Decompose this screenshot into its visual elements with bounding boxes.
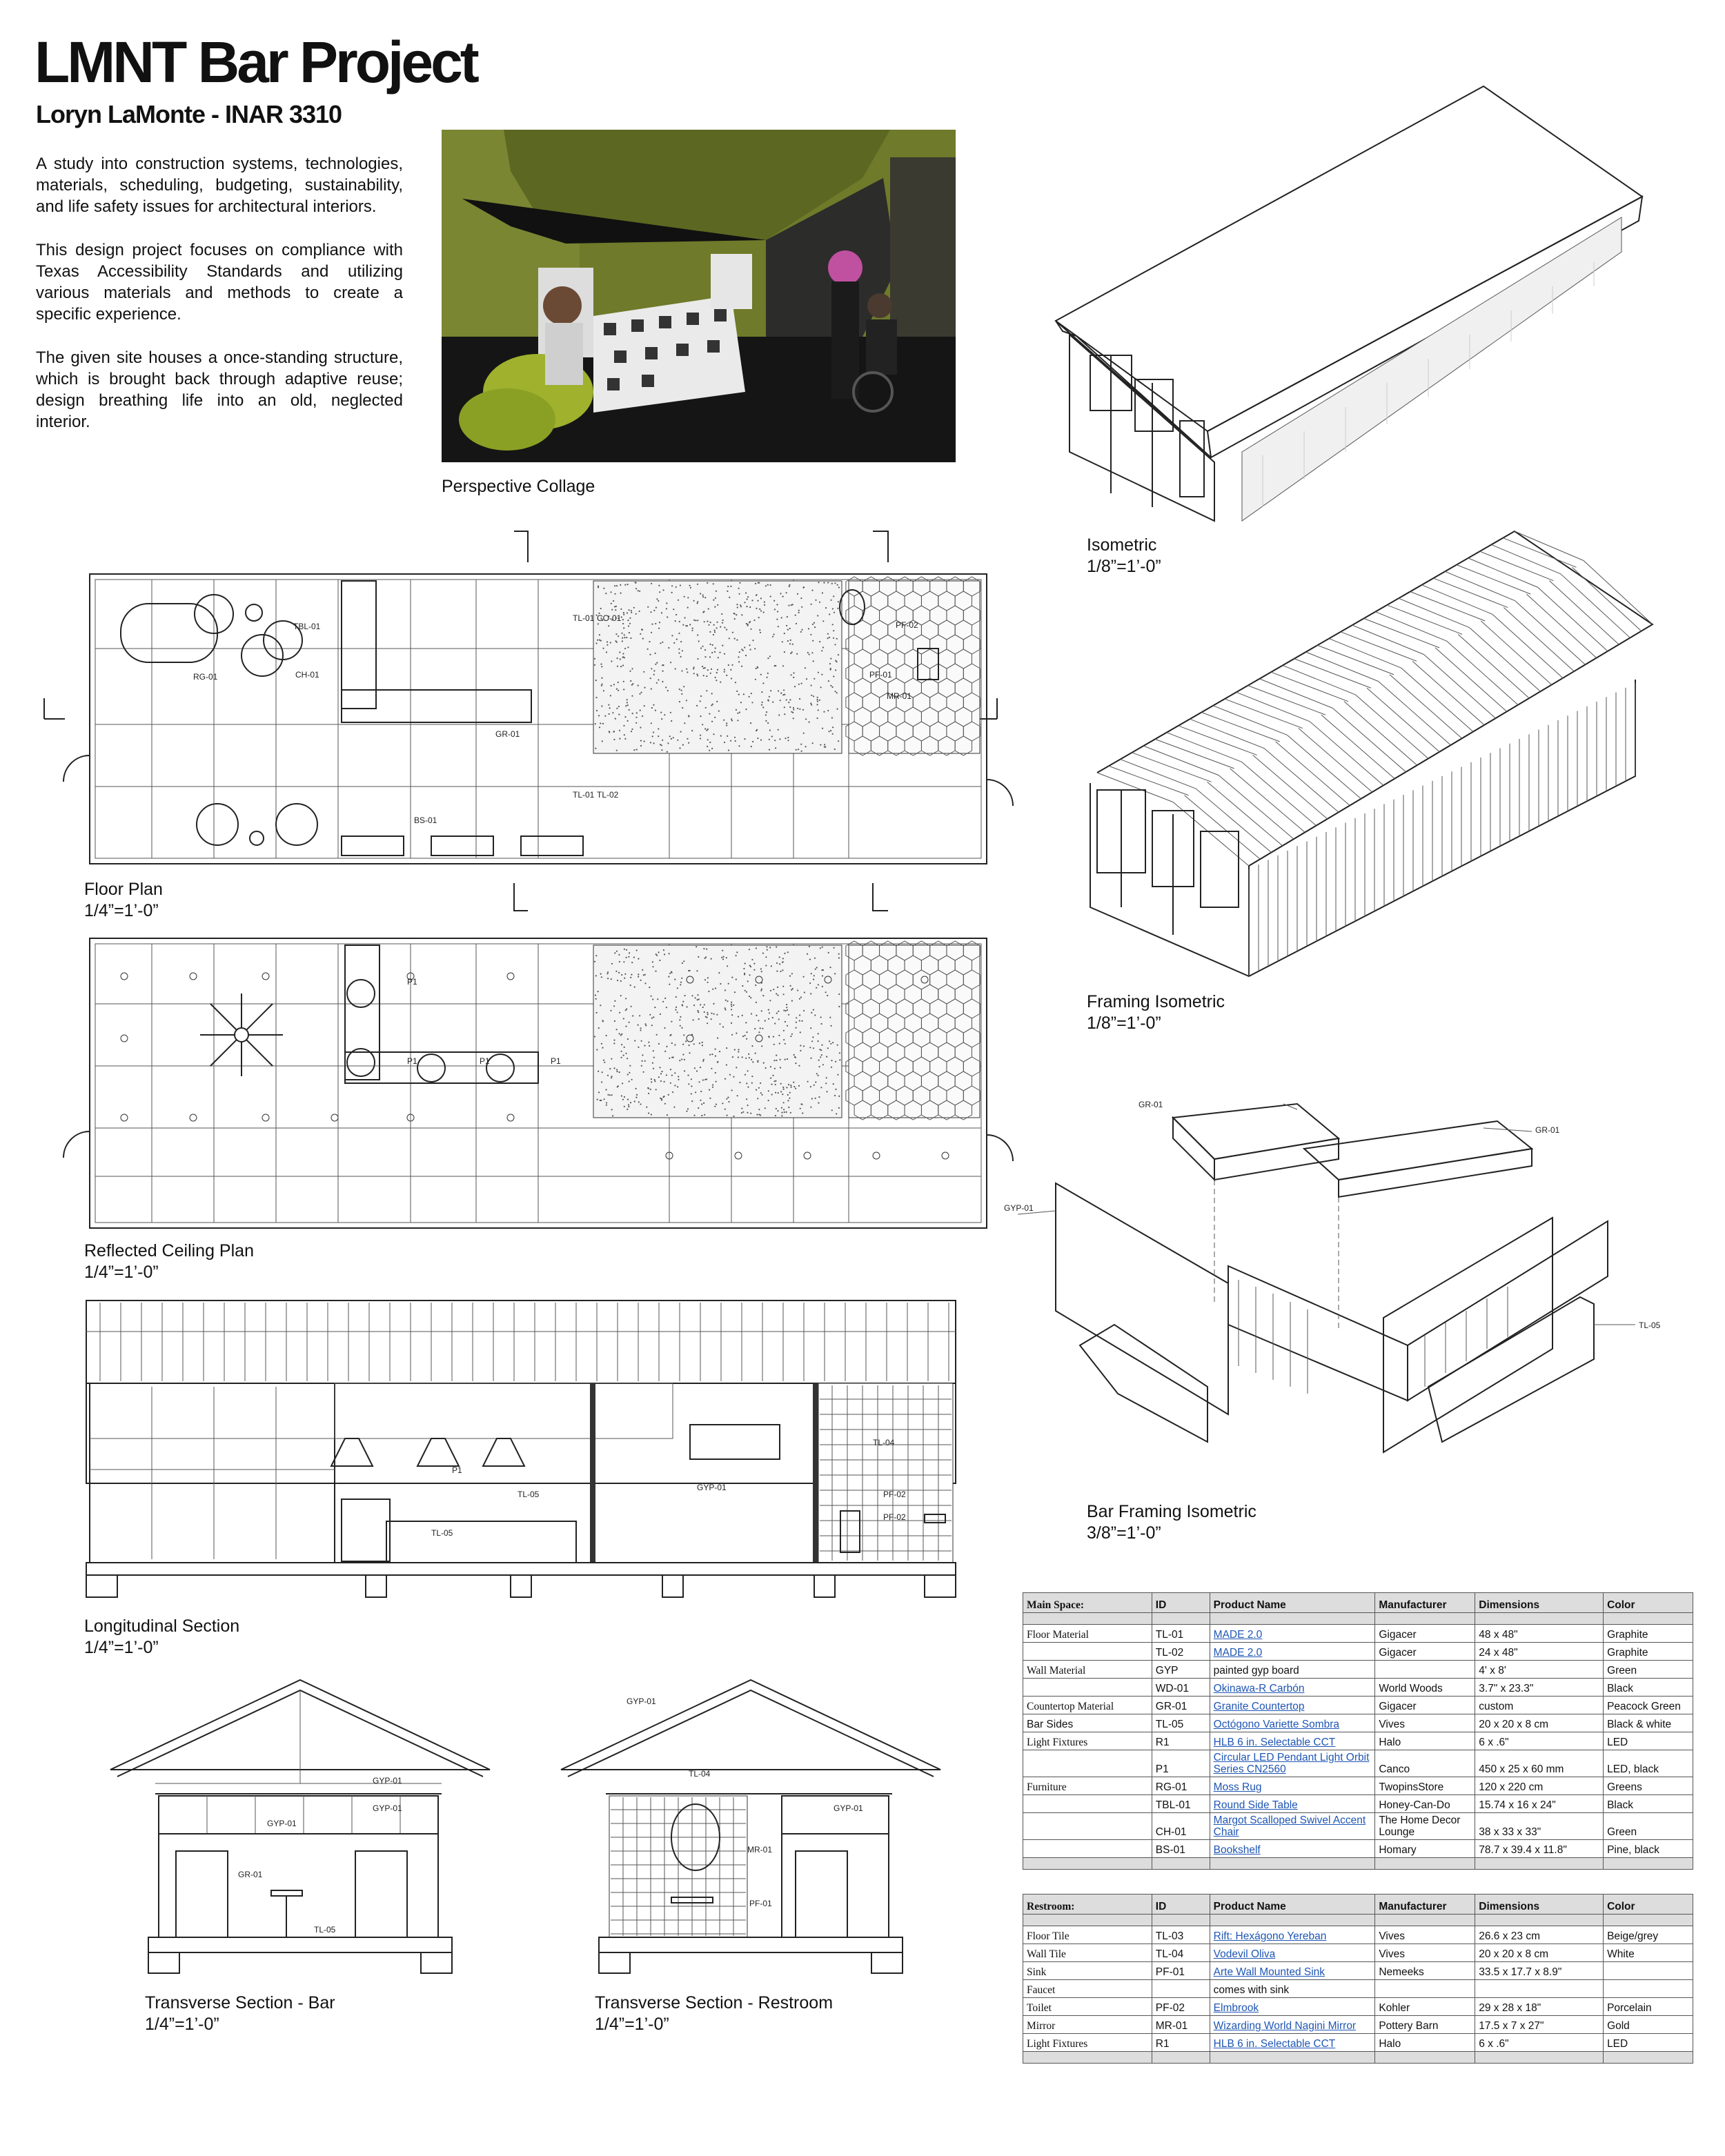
long-tl05-tag-2: TL-05	[431, 1528, 453, 1538]
main-id-cell: GYP	[1152, 1661, 1210, 1679]
rest-category-cell: Toilet	[1023, 1998, 1152, 2016]
rest-dimensions-cell: 20 x 20 x 8 cm	[1475, 1944, 1604, 1962]
main-id-cell: CH-01	[1152, 1813, 1210, 1840]
tl01-tag: TL-01	[573, 613, 595, 623]
main-dimensions-cell: 78.7 x 39.4 x 11.8"	[1475, 1840, 1604, 1858]
main-table-row	[1023, 1697, 1693, 1714]
main-spacer-cell	[1210, 1613, 1375, 1625]
main-product-link[interactable]: HLB 6 in. Selectable CCT	[1213, 1737, 1336, 1748]
main-table-row	[1023, 1750, 1693, 1777]
rest-category-cell: Sink	[1023, 1962, 1152, 1980]
main-manufacturer-cell: Canco	[1375, 1750, 1475, 1777]
main-table-row	[1023, 1643, 1693, 1661]
main-col-header: ID	[1152, 1593, 1210, 1613]
bar-gyp01-tag: GYP-01	[1004, 1203, 1034, 1213]
transverse-restroom-caption: Transverse Section - Restroom	[595, 1993, 834, 2012]
main-dimensions-cell: 20 x 20 x 8 cm	[1475, 1714, 1604, 1732]
main-color-cell: Green	[1604, 1813, 1693, 1840]
rest-product-link[interactable]: Elmbrook	[1213, 2002, 1259, 2014]
main-category-cell: Countertop Material	[1023, 1697, 1152, 1714]
page-title: LMNT Bar Project	[34, 30, 477, 95]
rest-manufacturer-cell: Vives	[1375, 1926, 1475, 1944]
bs01-tag: BS-01	[414, 815, 437, 825]
floor-plan-caption: Floor Plan	[84, 880, 163, 899]
rest-category-cell: Faucet	[1023, 1980, 1152, 1998]
main-product-cell	[1210, 1625, 1375, 1643]
isometric-scale: 1/8”=1’-0”	[1087, 557, 1161, 576]
gr01-tag: GR-01	[495, 729, 520, 739]
main-manufacturer-cell: The Home Decor Lounge	[1375, 1813, 1475, 1840]
rest-spacer-cell	[1210, 2052, 1375, 2064]
rest-table-row	[1023, 2016, 1693, 2034]
rest-spacer-cell	[1604, 1915, 1693, 1926]
main-category-cell	[1023, 1750, 1152, 1777]
main-color-cell: Pine, black	[1604, 1840, 1693, 1858]
main-table-row	[1023, 1661, 1693, 1679]
rest-spacer-cell	[1475, 2052, 1604, 2064]
long-tl05-tag: TL-05	[518, 1490, 540, 1499]
rest-dimensions-cell: 6 x .6"	[1475, 2034, 1604, 2052]
co01-tag: CO-01	[597, 613, 622, 623]
transverse-section-restroom-drawing	[558, 1673, 947, 1977]
rest-color-cell: Gold	[1604, 2016, 1693, 2034]
rest-spacer-cell	[1152, 1915, 1210, 1926]
main-id-cell: WD-01	[1152, 1679, 1210, 1697]
main-dimensions-cell: 24 x 48"	[1475, 1643, 1604, 1661]
long-pf02-tag-2: PF-02	[883, 1512, 906, 1522]
rest-table-row	[1023, 1998, 1693, 2016]
rest-spacer-cell	[1023, 1915, 1152, 1926]
main-dimensions-cell: custom	[1475, 1697, 1604, 1714]
pf01-tag: PF-01	[869, 670, 892, 680]
main-id-cell: TL-05	[1152, 1714, 1210, 1732]
transverse-section-bar-drawing	[107, 1673, 497, 1977]
mr01-tag: MR-01	[887, 691, 912, 701]
rest-color-cell: LED	[1604, 2034, 1693, 2052]
main-product-link[interactable]: Circular LED Pendant Light Orbit Series CN2560	[1213, 1752, 1370, 1775]
main-table-row	[1023, 1795, 1693, 1813]
main-table-row	[1023, 1625, 1693, 1643]
intro-paragraph-1: A study into construction systems, technologies, materials, scheduling, budgeting, sustainability, and life safety issues for architectural interiors.	[36, 155, 403, 216]
rest-manufacturer-cell: Kohler	[1375, 1998, 1475, 2016]
main-category-cell	[1023, 1643, 1152, 1661]
main-product-cell	[1210, 1643, 1375, 1661]
rg01-tag: RG-01	[193, 672, 218, 682]
trest-gyp01-tag: GYP-01	[627, 1697, 656, 1706]
main-col-header: Color	[1604, 1593, 1693, 1613]
rest-category-cell: Light Fixtures	[1023, 2034, 1152, 2052]
rest-spacer-cell	[1375, 2052, 1475, 2064]
rcp-p1-tag-4: P1	[551, 1056, 561, 1066]
rest-col-header: Manufacturer	[1375, 1895, 1475, 1915]
rest-product-link[interactable]: Wizarding World Nagini Mirror	[1213, 2020, 1357, 2032]
rest-spacer-cell	[1604, 2052, 1693, 2064]
main-product-cell: painted gyp board	[1210, 1661, 1375, 1679]
main-category-cell: Floor Material	[1023, 1625, 1152, 1643]
main-product-link[interactable]: Moss Rug	[1213, 1781, 1262, 1793]
main-dimensions-cell: 15.74 x 16 x 24"	[1475, 1795, 1604, 1813]
rest-product-link[interactable]: HLB 6 in. Selectable CCT	[1213, 2038, 1336, 2050]
long-p1-tag: P1	[452, 1465, 462, 1475]
main-dimensions-cell: 6 x .6"	[1475, 1732, 1604, 1750]
rest-id-cell: PF-02	[1152, 1998, 1210, 2016]
main-id-cell: BS-01	[1152, 1840, 1210, 1858]
main-manufacturer-cell: World Woods	[1375, 1679, 1475, 1697]
rest-table-row	[1023, 1980, 1693, 1998]
rest-product-link[interactable]: Rift: Hexágono Yereban	[1213, 1930, 1327, 1942]
framing-caption: Framing Isometric	[1087, 992, 1225, 1011]
main-table-row	[1023, 1679, 1693, 1697]
main-product-link[interactable]: Margot Scalloped Swivel Accent Chair	[1213, 1814, 1366, 1838]
rest-table-row	[1023, 1944, 1693, 1962]
rest-manufacturer-cell	[1375, 1980, 1475, 1998]
framing-scale: 1/8”=1’-0”	[1087, 1013, 1161, 1033]
main-manufacturer-cell: Vives	[1375, 1714, 1475, 1732]
pf02-tag: PF-02	[896, 620, 918, 630]
bar-tl05-tag: TL-05	[1639, 1321, 1661, 1330]
main-category-cell: Furniture	[1023, 1777, 1152, 1795]
transverse-bar-scale: 1/4”=1’-0”	[145, 2015, 219, 2034]
main-section-label: Main Space:	[1023, 1593, 1152, 1613]
main-spacer-cell	[1210, 1858, 1375, 1870]
main-product-cell	[1210, 1813, 1375, 1840]
main-product-cell	[1210, 1777, 1375, 1795]
bar-gr01-tag: GR-01	[1138, 1100, 1163, 1109]
main-color-cell: Green	[1604, 1661, 1693, 1679]
intro-paragraph-2: This design project focuses on compliance with Texas Accessibility Standards and utilizing various materials and methods to create a specific experience.	[36, 241, 403, 324]
rest-product-cell	[1210, 1962, 1375, 1980]
main-id-cell: P1	[1152, 1750, 1210, 1777]
main-color-cell: Black & white	[1604, 1714, 1693, 1732]
main-id-cell: GR-01	[1152, 1697, 1210, 1714]
main-col-header: Dimensions	[1475, 1593, 1604, 1613]
main-color-cell: LED, black	[1604, 1750, 1693, 1777]
rcp-scale: 1/4”=1’-0”	[84, 1263, 159, 1282]
main-spacer-cell	[1604, 1613, 1693, 1625]
rest-product-cell	[1210, 1998, 1375, 2016]
main-spacer-cell	[1023, 1858, 1152, 1870]
isometric-drawing	[1056, 79, 1649, 521]
rest-id-cell	[1152, 1980, 1210, 1998]
main-id-cell: TL-01	[1152, 1625, 1210, 1643]
main-category-cell	[1023, 1795, 1152, 1813]
rest-color-cell: White	[1604, 1944, 1693, 1962]
longitudinal-caption: Longitudinal Section	[84, 1616, 240, 1636]
trest-tl04-tag: TL-04	[689, 1769, 711, 1779]
main-dimensions-cell: 450 x 25 x 60 mm	[1475, 1750, 1604, 1777]
floor-plan-drawing	[34, 524, 1014, 911]
main-product-link[interactable]: Okinawa-R Carbón	[1213, 1683, 1305, 1694]
main-id-cell: R1	[1152, 1732, 1210, 1750]
isometric-caption: Isometric	[1087, 535, 1157, 555]
main-category-cell	[1023, 1840, 1152, 1858]
page-subtitle: Loryn LaMonte - INAR 3310	[36, 100, 342, 128]
main-spacer-row	[1023, 1613, 1693, 1625]
main-color-cell: Peacock Green	[1604, 1697, 1693, 1714]
rest-col-header: Product Name	[1210, 1895, 1375, 1915]
main-product-link[interactable]: MADE 2.0	[1213, 1629, 1263, 1641]
main-product-cell	[1210, 1697, 1375, 1714]
main-manufacturer-cell: Gigacer	[1375, 1625, 1475, 1643]
rest-product-cell	[1210, 1926, 1375, 1944]
bar-gr01-tag-2: GR-01	[1535, 1125, 1560, 1135]
main-dimensions-cell: 120 x 220 cm	[1475, 1777, 1604, 1795]
rest-category-cell: Wall Tile	[1023, 1944, 1152, 1962]
rest-dimensions-cell: 17.5 x 7 x 27"	[1475, 2016, 1604, 2034]
bar-framing-scale: 3/8”=1’-0”	[1087, 1523, 1161, 1543]
main-product-cell	[1210, 1795, 1375, 1813]
collage-caption: Perspective Collage	[442, 477, 595, 496]
rest-id-cell: PF-01	[1152, 1962, 1210, 1980]
restroom-schedule-table	[1023, 1894, 1693, 2064]
bar-framing-caption: Bar Framing Isometric	[1087, 1502, 1256, 1521]
floor-plan-scale: 1/4”=1’-0”	[84, 901, 159, 920]
main-category-cell: Wall Material	[1023, 1661, 1152, 1679]
main-category-cell: Light Fixtures	[1023, 1732, 1152, 1750]
rest-color-cell: Porcelain	[1604, 1998, 1693, 2016]
main-product-cell	[1210, 1679, 1375, 1697]
trest-pf01-tag: PF-01	[749, 1899, 772, 1908]
tl01-tag-2: TL-01	[573, 790, 595, 800]
main-table-row	[1023, 1777, 1693, 1795]
main-table-row	[1023, 1732, 1693, 1750]
rcp-caption: Reflected Ceiling Plan	[84, 1241, 254, 1260]
rest-table-row	[1023, 1962, 1693, 1980]
trest-mr01-tag: MR-01	[747, 1845, 773, 1855]
tbar-gyp01-tag: GYP-01	[373, 1776, 402, 1786]
main-header-row	[1023, 1593, 1693, 1613]
main-product-link[interactable]: Octógono Variette Sombra	[1213, 1719, 1340, 1730]
main-color-cell: Graphite	[1604, 1625, 1693, 1643]
main-dimensions-cell: 3.7" x 23.3"	[1475, 1679, 1604, 1697]
rest-product-link[interactable]: Vodevil Oliva	[1213, 1948, 1276, 1960]
framing-isometric-drawing	[1070, 521, 1663, 976]
rest-product-cell	[1210, 2034, 1375, 2052]
main-color-cell: Greens	[1604, 1777, 1693, 1795]
tbar-gr01-tag: GR-01	[238, 1870, 263, 1879]
rest-manufacturer-cell: Vives	[1375, 1944, 1475, 1962]
main-spacer-cell	[1475, 1613, 1604, 1625]
rest-product-cell: comes with sink	[1210, 1980, 1375, 1998]
transverse-bar-caption: Transverse Section - Bar	[145, 1993, 335, 2012]
rest-table-row	[1023, 2034, 1693, 2052]
trest-gyp01-tag-2: GYP-01	[834, 1803, 863, 1813]
tbar-tl05-tag: TL-05	[314, 1925, 336, 1935]
main-spacer-cell	[1475, 1858, 1604, 1870]
long-gyp01-tag: GYP-01	[697, 1483, 727, 1492]
rest-dimensions-cell: 29 x 28 x 18"	[1475, 1998, 1604, 2016]
rest-color-cell	[1604, 1962, 1693, 1980]
main-category-cell	[1023, 1813, 1152, 1840]
main-manufacturer-cell: TwopinsStore	[1375, 1777, 1475, 1795]
rest-id-cell: TL-03	[1152, 1926, 1210, 1944]
rest-spacer-cell	[1210, 1915, 1375, 1926]
main-id-cell: TL-02	[1152, 1643, 1210, 1661]
rest-id-cell: MR-01	[1152, 2016, 1210, 2034]
main-dimensions-cell: 48 x 48"	[1475, 1625, 1604, 1643]
rest-manufacturer-cell: Halo	[1375, 2034, 1475, 2052]
main-manufacturer-cell: Gigacer	[1375, 1643, 1475, 1661]
main-product-cell	[1210, 1750, 1375, 1777]
main-manufacturer-cell: Gigacer	[1375, 1697, 1475, 1714]
rcp-p1-tag-3: P1	[480, 1056, 490, 1066]
long-pf02-tag: PF-02	[883, 1490, 906, 1499]
main-spacer-row	[1023, 1858, 1693, 1870]
rest-manufacturer-cell: Nemeeks	[1375, 1962, 1475, 1980]
main-spacer-cell	[1604, 1858, 1693, 1870]
main-id-cell: RG-01	[1152, 1777, 1210, 1795]
rest-col-header: ID	[1152, 1895, 1210, 1915]
intro-paragraph-3: The given site houses a once-standing structure, which is brought back through adaptive reuse; design breathing life into an old, neglected interior.	[36, 348, 403, 431]
rest-spacer-cell	[1375, 1915, 1475, 1926]
reflected-ceiling-plan-drawing	[34, 928, 1014, 1232]
main-spacer-cell	[1375, 1858, 1475, 1870]
main-dimensions-cell: 4' x 8'	[1475, 1661, 1604, 1679]
tl02-tag: TL-02	[597, 790, 619, 800]
rest-header-row	[1023, 1895, 1693, 1915]
rest-spacer-row	[1023, 2052, 1693, 2064]
rest-product-cell	[1210, 2016, 1375, 2034]
rest-section-label: Restroom:	[1023, 1895, 1152, 1915]
rest-col-header: Dimensions	[1475, 1895, 1604, 1915]
rcp-p1-tag: P1	[407, 977, 417, 987]
main-id-cell: TBL-01	[1152, 1795, 1210, 1813]
main-color-cell: Black	[1604, 1679, 1693, 1697]
longitudinal-scale: 1/4”=1’-0”	[84, 1638, 159, 1657]
rest-col-header: Color	[1604, 1895, 1693, 1915]
transverse-restroom-scale: 1/4”=1’-0”	[595, 2015, 669, 2034]
rest-color-cell: Beige/grey	[1604, 1926, 1693, 1944]
rest-category-cell: Mirror	[1023, 2016, 1152, 2034]
rest-manufacturer-cell: Pottery Barn	[1375, 2016, 1475, 2034]
rest-product-link[interactable]: Arte Wall Mounted Sink	[1213, 1966, 1325, 1978]
longitudinal-section-drawing	[83, 1297, 963, 1601]
rest-category-cell: Floor Tile	[1023, 1926, 1152, 1944]
main-color-cell: Black	[1604, 1795, 1693, 1813]
main-product-link[interactable]: Round Side Table	[1213, 1799, 1298, 1811]
rest-spacer-cell	[1475, 1915, 1604, 1926]
perspective-collage-image	[442, 130, 956, 462]
rest-spacer-cell	[1152, 2052, 1210, 2064]
tbar-gyp01-tag-2: GYP-01	[373, 1803, 402, 1813]
main-space-schedule-table	[1023, 1592, 1693, 1870]
main-product-cell	[1210, 1732, 1375, 1750]
main-color-cell: LED	[1604, 1732, 1693, 1750]
main-manufacturer-cell: Homary	[1375, 1840, 1475, 1858]
main-manufacturer-cell: Halo	[1375, 1732, 1475, 1750]
tbl01-tag: TBL-01	[293, 622, 321, 631]
rest-dimensions-cell: 33.5 x 17.7 x 8.9"	[1475, 1962, 1604, 1980]
tbar-gyp01-tag-3: GYP-01	[267, 1819, 297, 1828]
main-spacer-cell	[1152, 1858, 1210, 1870]
main-product-link[interactable]: Bookshelf	[1213, 1844, 1261, 1856]
main-col-header: Manufacturer	[1375, 1593, 1475, 1613]
rest-dimensions-cell	[1475, 1980, 1604, 1998]
main-col-header: Product Name	[1210, 1593, 1375, 1613]
ch01-tag: CH-01	[295, 670, 319, 680]
main-manufacturer-cell: Honey-Can-Do	[1375, 1795, 1475, 1813]
main-category-cell	[1023, 1679, 1152, 1697]
main-spacer-cell	[1375, 1613, 1475, 1625]
rcp-p1-tag-2: P1	[407, 1056, 417, 1066]
long-tl04-tag: TL-04	[873, 1438, 895, 1447]
main-category-cell: Bar Sides	[1023, 1714, 1152, 1732]
bar-framing-isometric-drawing	[1000, 1097, 1704, 1483]
rest-spacer-cell	[1023, 2052, 1152, 2064]
main-product-cell	[1210, 1840, 1375, 1858]
main-product-link[interactable]: MADE 2.0	[1213, 1647, 1263, 1659]
rest-id-cell: TL-04	[1152, 1944, 1210, 1962]
main-color-cell: Graphite	[1604, 1643, 1693, 1661]
main-manufacturer-cell	[1375, 1661, 1475, 1679]
main-table-row	[1023, 1813, 1693, 1840]
main-spacer-cell	[1023, 1613, 1152, 1625]
main-spacer-cell	[1152, 1613, 1210, 1625]
rest-dimensions-cell: 26.6 x 23 cm	[1475, 1926, 1604, 1944]
main-table-row	[1023, 1714, 1693, 1732]
rest-id-cell: R1	[1152, 2034, 1210, 2052]
rest-color-cell	[1604, 1980, 1693, 1998]
main-dimensions-cell: 38 x 33 x 33"	[1475, 1813, 1604, 1840]
rest-spacer-row	[1023, 1915, 1693, 1926]
rest-product-cell	[1210, 1944, 1375, 1962]
rest-table-row	[1023, 1926, 1693, 1944]
main-table-row	[1023, 1840, 1693, 1858]
main-product-link[interactable]: Granite Countertop	[1213, 1701, 1305, 1712]
main-product-cell	[1210, 1714, 1375, 1732]
